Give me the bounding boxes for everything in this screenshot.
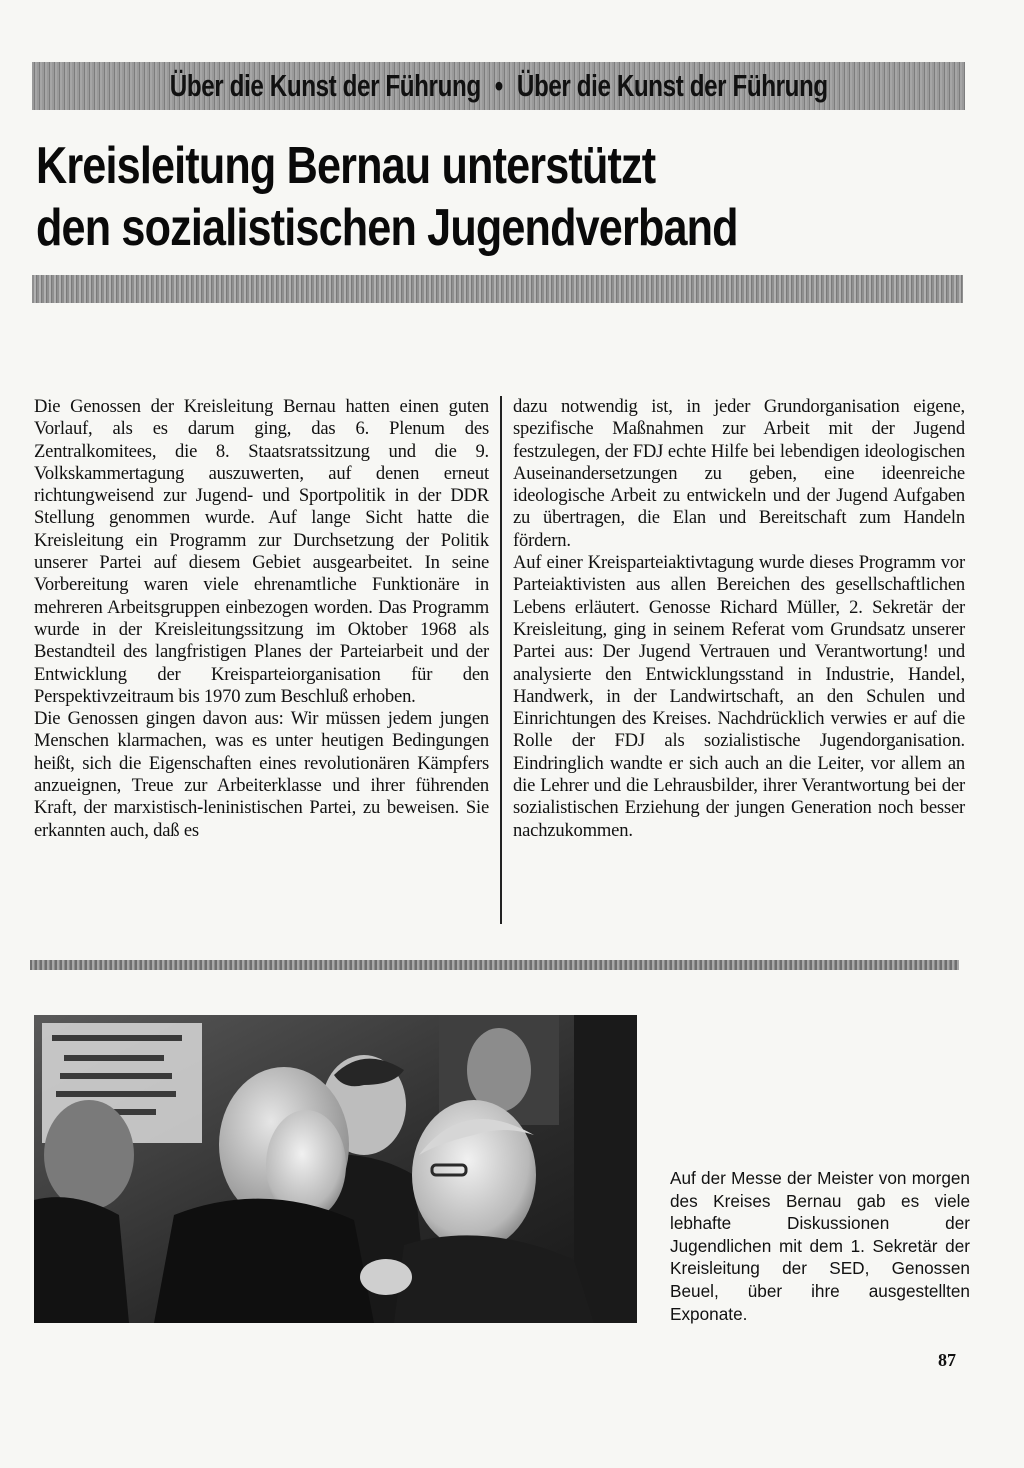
article-paragraph: dazu notwendig ist, in jeder Grundorganisation eigene, spezifische Maßnahmen zur Arbeit mit der Jugend festzulegen, der FDJ echte Hilfe bei lebendigen ideologischen Auseinandersetzungen zu geben, eine ideenreiche ideologische Arbeit zu entwickeln und der Jugend Aufgaben zu übertragen, die Elan und Bereitschaft zum Handeln fördern. bbox=[513, 396, 965, 551]
article-column-right bbox=[513, 396, 965, 842]
column-divider bbox=[500, 396, 502, 924]
headline-line-2: den sozialistischen Jugendverband bbox=[36, 199, 738, 257]
article-column-left bbox=[34, 396, 489, 842]
kicker-text bbox=[169, 68, 827, 104]
photo-illustration bbox=[34, 1015, 637, 1323]
kicker-left: Über die Kunst der Führung bbox=[169, 68, 481, 103]
article-paragraph: Die Genossen der Kreisleitung Bernau hatten einen guten Vorlauf, als es darum ging, das 6. Plenum des Zentralkomitees, die 8. Staatsratssitzung und die 9. Volkskammertagung auszuwerten, auf denen erneut richtungweisend zur Jugend- und Sportpolitik in der DDR Stellung genommen wurde. Auf lange Sicht hatte die Kreisleitung ein Programm zur Durchsetzung der Politik unserer Partei auf diesem Gebiet ausgearbeitet. In seine Vorbereitung waren viele ehrenamtliche Funktionäre in mehreren Arbeitsgruppen einbezogen worden. Das Programm wurde in der Kreisleitungssitzung im Oktober 1968 als Bestandteil des langfristigen Planes der Parteiarbeit und der Entwicklung der Kreisparteiorganisation für den Perspektivzeitraum bis 1970 zum Beschluß erhoben. bbox=[34, 396, 489, 707]
event-photo bbox=[34, 1015, 637, 1323]
article-paragraph: Die Genossen gingen davon aus: Wir müssen jedem jungen Menschen klarmachen, was es unter heutigen Bedingungen heißt, sich die Eigenschaften eines revolutionären Kämpfers anzueignen, Treue zur Arbeiterklasse und ihrer führenden Kraft, der marxistisch-leninistischen Partei, zu beweisen. Sie erkannten auch, daß es bbox=[34, 708, 489, 841]
article-paragraph: Auf einer Kreisparteiaktivtagung wurde dieses Programm vor Parteiaktivisten aus allen Bereichen des gesellschaftlichen Lebens erläutert. Genosse Richard Müller, 2. Sekretär der Kreisleitung, ging in seinem Referat vom Grundsatz unserer Partei aus: Der Jugend Vertrauen und Verantwortung! und analysierte den Entwicklungsstand in Industrie, Handel, Handwerk, in der Landwirtschaft, an den Schulen und Einrichtungen des Kreises. Nachdrücklich verwies er auf die Rolle der FDJ als sozialistische Jugendorganisation. Eindringlich wandte er sich auch an die Leiter, vor allem an die Lehrer und die Lehrausbilder, ihrer Verantwortung bei der sozialistischen Erziehung der jungen Generation noch besser nachzukommen. bbox=[513, 552, 965, 841]
photo-caption: Auf der Messe der Meister von morgen des Kreises Bernau gab es viele lebhafte Diskussionen der Jugendlichen mit dem 1. Sekretär der Kreisleitung der SED, Genossen Beuel, über ihre ausgestellten Exponate. bbox=[670, 1168, 970, 1324]
headline-rule bbox=[32, 275, 963, 303]
headline bbox=[36, 135, 808, 259]
kicker-right: Über die Kunst der Führung bbox=[516, 68, 828, 103]
page-number: 87 bbox=[938, 1350, 956, 1370]
headline-line-1: Kreisleitung Bernau unterstützt bbox=[36, 137, 656, 195]
kicker-bullet: • bbox=[494, 68, 503, 103]
section-rule bbox=[30, 960, 959, 970]
kicker-banner bbox=[32, 62, 965, 110]
